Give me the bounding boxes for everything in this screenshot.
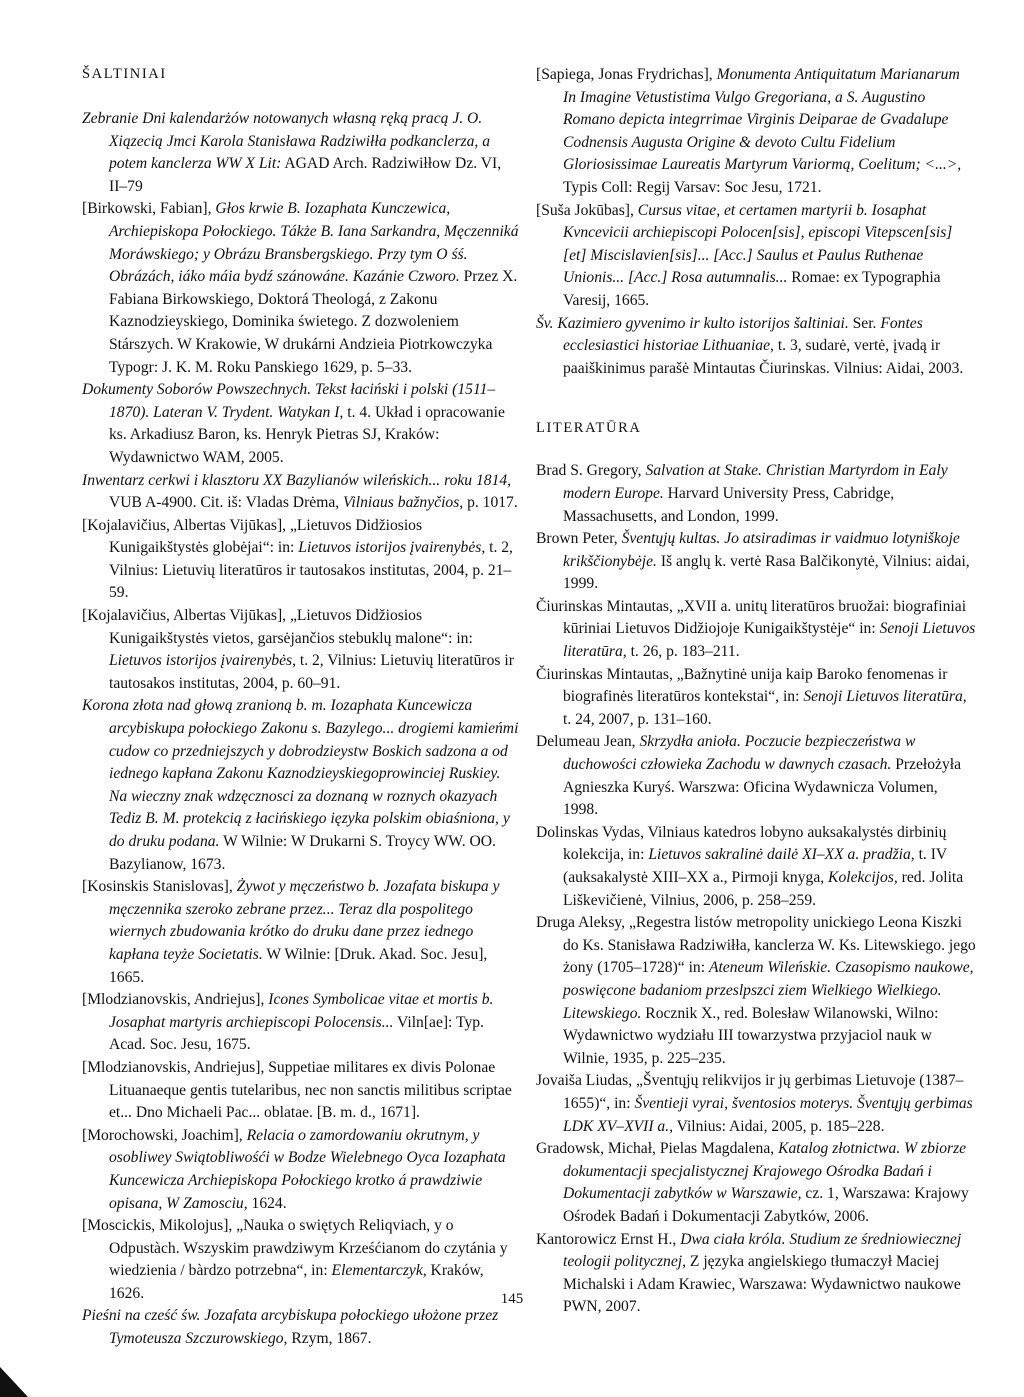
bibliography-entry bbox=[536, 200, 976, 313]
entry-text: [Morochowski, Joachim], bbox=[82, 1126, 247, 1144]
entry-text: Kraków, 1626. bbox=[109, 1262, 484, 1302]
entry-title-italic: Katalog złotnictwa. W zbiorze dokumentacji specjalistycznej Krajowego Ośrodka Badań i Dokumentacji zabytków w Warszawie, bbox=[563, 1140, 967, 1203]
bibliography-entry bbox=[82, 1125, 522, 1215]
bibliography-entry bbox=[82, 515, 522, 605]
entry-title-italic: Lietuvos sakralinė dailė XI–XX a. pradžia, bbox=[648, 846, 915, 864]
entry-title-italic: Dwa ciała króla. Studium ze średniowiecznej teologii politycznej, bbox=[563, 1230, 962, 1271]
entry-title-italic: Vilniaus bažnyčios, bbox=[343, 494, 464, 512]
bibliography-entry bbox=[82, 108, 522, 198]
entry-text: Gradowsk, Michał, Pielas Magdalena, bbox=[536, 1140, 779, 1158]
entry-title-italic: Ateneum Wileńskie. Czasopismo naukowe, poswięcone badaniom przeslpszci ziem Wielkiego Wielkiego. Litewskiego. bbox=[563, 959, 974, 1022]
page-number: 145 bbox=[500, 1291, 524, 1307]
entry-title-italic: Monumenta Antiquitatum Marianarum In Imagine Vetustistima Vulgo Gregoriana, a S. Augustino Romano depicta integrrimae Virginis Deiparae de Gvadalupe Codnensis Augusta Origine & devoto Cultu Fidelium Gloriosissimae Laureatis Martyrum Variormą, Coelitum; <...>, bbox=[563, 66, 962, 174]
entry-title-italic: Zebranie Dni kalendarżów notowanych własną ręką pracą J. O. Xiązecią Jmci Karola Stanisława Radziwiłła podkanclerza, a potem kanclerza WW X Lit: bbox=[82, 110, 491, 173]
bibliography-entry bbox=[536, 460, 976, 528]
entry-title-italic: Pieśni na cześć św. Jozafata arcybiskupa połockiego ułożone przez Tymoteusza Szczurowskiego, bbox=[82, 1307, 499, 1348]
literature-list bbox=[536, 460, 976, 1319]
entry-title-italic: Senoji Lietuvos literatūra, bbox=[803, 688, 967, 706]
entry-title-italic: Fontes ecclesiastici historiae Lithuaniae, bbox=[563, 314, 923, 355]
left-column bbox=[82, 64, 522, 1351]
corner-crop-mark bbox=[0, 1367, 28, 1397]
entry-text: red. Jolita Liškevičienė, Vilnius, 2006, p. 258–259. bbox=[563, 869, 964, 909]
bibliography-entry bbox=[536, 664, 976, 732]
entry-text: Brad S. Gregory, bbox=[536, 462, 646, 480]
entry-text: t. 4. Układ i opracowanie ks. Arkadiusz Baron, ks. Henryk Pietras SJ, Kraków: Wydawnictwo WAM, 2005. bbox=[109, 403, 505, 466]
entry-text: Jovaiša Liudas, „Šventųjų relikvijos ir jų gerbimas Lietuvoje (1387–1655)“, in: bbox=[536, 1072, 964, 1112]
entry-text: 1624. bbox=[247, 1194, 287, 1212]
entry-title-italic: Icones Symbolicae vitae et mortis b. Josaphat martyris archiepiscopi Polocensis... bbox=[109, 991, 494, 1031]
section-heading-saltiniai: ŠALTINIAI bbox=[82, 66, 167, 82]
entry-text: Vilnius: Aidai, 2005, p. 185–228. bbox=[673, 1117, 885, 1135]
bibliography-entry bbox=[536, 528, 976, 596]
entry-text: Przez X. Fabiana Birkowskiego, Doktorá Theologá, z Zakonu Kaznodzieyskiego, Dominika świetego. Z dozwoleniem Stárszych. W Krakowie, W drukárni Andzieia Piotrkowczyka Typogr: J. K. M. Roku Panskiego 1629, p. 5–33. bbox=[109, 268, 518, 376]
entry-text: t. 2, Vilnius: Lietuvių literatūros ir tautosakos institutas, 2004, p. 21–59. bbox=[109, 539, 513, 602]
entry-title-italic: Skrzydła anioła. Poczucie bezpieczeństwa w duchowości człowieka Zachodu w dawnych czasach. bbox=[563, 733, 916, 774]
entry-text: t. 24, 2007, p. 131–160. bbox=[563, 710, 712, 728]
entry-title-italic: Elementarczyk, bbox=[331, 1262, 427, 1280]
entry-text: [Mlodzianovskis, Andriejus], Suppetiae militares ex divis Polonae Lituanaeque gentis tutelaribus, nec non sanctis militibus scriptae et... Dno Michaeli Pac... oblatae. [B. m. d., 1671]. bbox=[82, 1058, 512, 1122]
entry-text: t. 3, sudarė, vertė, įvadą ir paaiškinimus parašė Mintautas Čiurinskas. Vilnius: Aidai, 2003. bbox=[563, 337, 964, 377]
bibliography-entry bbox=[536, 313, 976, 381]
entry-text: [Kojalavičius, Albertas Vijūkas], „Lietuvos Didžiosios Kunigaikštystės vietos, garsėjančios stebuklų malone“: in: bbox=[82, 607, 473, 647]
entry-title-italic: Kolekcijos, bbox=[828, 869, 898, 886]
entry-text: Ser. bbox=[848, 314, 881, 332]
bibliography-entry bbox=[82, 695, 522, 876]
entry-text: Typis Coll: Regij Varsav: Soc Jesu, 1721. bbox=[563, 178, 822, 196]
bibliography-entry bbox=[82, 605, 522, 695]
entry-title-italic: Głos krwie B. Iozaphata Kunczewica, Archiepiskopa Połockiego. Tákże B. Iana Sarkandra, Męczenniká Moráwskiego; y Obrázu Bransbergskiego. Przy tym O śś. Obrázách, iáko máia bydź szánowáne. Kazánie Czworo. bbox=[109, 200, 519, 286]
entry-text: Przełożyła Agnieszka Kuryś. Warszwa: Oficina Wydawnicza Volumen, 1998. bbox=[563, 756, 962, 819]
entry-text: Delumeau Jean, bbox=[536, 733, 640, 751]
entry-title-italic: Relacia o zamordowaniu okrutnym, y osobliwey Swiątobliwośći w Bodze Wielebnego Oyca Iozaphata Kuncewicza Archiepiskopa Połockiego krotko á prawdziwie opisana, W Zamosciu, bbox=[109, 1126, 506, 1212]
entry-text: cz. 1, Warszawa: Krajowy Ośrodek Badań i Dokumentacji Zabytków, 2006. bbox=[563, 1185, 969, 1225]
bibliography-entry bbox=[536, 596, 976, 664]
entry-text: Dolinskas Vydas, Vilniaus katedros lobyno auksakalystės dirbinių kolekcija, in: bbox=[536, 823, 947, 864]
entry-text: Brown Peter, bbox=[536, 530, 622, 548]
entry-title-italic: Lietuvos istorijos įvairenybės, bbox=[298, 539, 486, 557]
bibliography-entry bbox=[536, 822, 976, 912]
entry-text: p. 1017. bbox=[463, 494, 518, 512]
entry-title-italic: Korona złota nad głową zranioną b. m. Iozaphata Kuncewicza arcybiskupa połockiego Zakonu s. Bazylego... drogiemi kamieńmi cudow co przedniejszych y dobrodzieystw Boskich sadzona a od iednego kapłana Zakonu Kaznodzieyskiegoprowinciej Ruskiey. Na wieczny znak wdzęcznosci za doznaną w roznych okazyach Tediz B. M. protekcią z łacińskiego ięzyka polskim obiaśniona, y do druku podana. bbox=[82, 697, 519, 850]
entry-text: W Wilnie: W Drukarni S. Troycy WW. OO. Bazylianow, 1673. bbox=[109, 833, 496, 873]
sources-list bbox=[82, 108, 522, 1351]
bibliography-entry bbox=[82, 1305, 522, 1350]
entry-text: Z języka angielskiego tłumaczył Maciej Michalski i Adam Krawiec, Warszawa: Wydawnictwo naukowe PWN, 2007. bbox=[563, 1253, 961, 1316]
entry-text: [Sapiega, Jonas Frydrichas], bbox=[536, 66, 717, 83]
bibliography-entry bbox=[82, 470, 522, 515]
entry-text: t. 26, p. 183–211. bbox=[626, 643, 740, 661]
entry-text: Rocznik X., red. Bolesław Wilanowski, Wilno: Wydawnictwo wydziału III towarzystwa przyjaciol nauk w Wilnie, 1935, p. 225–235. bbox=[563, 1004, 939, 1067]
entry-text: [Birkowski, Fabian], bbox=[82, 200, 216, 218]
bibliography-entry bbox=[82, 1057, 522, 1125]
entry-text: AGAD Arch. Radziwiłłow Dz. VI, II–79 bbox=[109, 155, 502, 195]
entry-text: [Suša Jokūbas], bbox=[536, 201, 638, 219]
entry-text: Romae: ex Typographia Varesij, 1665. bbox=[563, 269, 941, 309]
entry-text: W Wilnie: [Druk. Akad. Soc. Jesu], 1665. bbox=[109, 945, 488, 986]
entry-title-italic: Dokumenty Soborów Powszechnych. Tekst łaciński i polski (1511–1870). Lateran V. Trydent. Watykan I, bbox=[82, 381, 496, 421]
entry-text: Čiurinskas Mintautas, „Bažnytinė unija kaip Baroko fenomenas ir biografinės literatūros kontekstai“, in: bbox=[536, 665, 948, 706]
entry-text: t. 2, Vilnius: Lietuvių literatūros ir tautosakos institutas, 2004, p. 60–91. bbox=[109, 652, 514, 692]
bibliography-entry bbox=[536, 64, 976, 200]
entry-title-italic: Cursus vitae, et certamen martyrii b. Iosaphat Kvncevicii archiepiscopi Polocen[sis], episcopi Vitepscen[sis] [et] Miscislavien[sis]... [Acc.] Saulus et Paulus Ruthenae Unionis... [Acc.] Rosa autumnalis... bbox=[563, 201, 953, 287]
entry-text: [Kosinskis Stanislovas], bbox=[82, 878, 237, 896]
entry-title-italic: Šv. Kazimiero gyvenimo ir kulto istorijos šaltiniai. bbox=[536, 314, 849, 332]
entry-text: Kantorowicz Ernst H., bbox=[536, 1230, 681, 1248]
section-spacer bbox=[536, 380, 976, 418]
entry-title-italic: Inwentarz cerkwi i klasztoru XX Bazylianów wileńskich... roku 1814, bbox=[82, 471, 512, 489]
entry-text: Rzym, 1867. bbox=[287, 1330, 372, 1348]
entry-text: Druga Aleksy, „Regestra listów metropolity unickiego Leona Kiszki do Ks. Stanisława Radziwiłła, kanclerza W. Ks. Litewskiego. jego żony (1705–1728)“ in: bbox=[536, 914, 976, 977]
entry-text: [Mlodzianovskis, Andriejus], bbox=[82, 991, 269, 1009]
entry-title-italic: Salvation at Stake. Christian Martyrdom in Ealy modern Europe. bbox=[563, 462, 948, 502]
entry-text: Viln[ae]: Typ. Acad. Soc. Jesu, 1675. bbox=[109, 1013, 484, 1054]
bibliography-entry bbox=[536, 1138, 976, 1228]
bibliography-entry bbox=[82, 876, 522, 989]
bibliography-entry bbox=[82, 989, 522, 1057]
entry-text: Čiurinskas Mintautas, „XVII a. unitų literatūros bruožai: biografiniai kūriniai Lietuvos Didžiojoje Kunigaikštystėje“ in: bbox=[536, 597, 967, 638]
entry-text: Iš anglų k. vertė Rasa Balčikonytė, Vilnius: aidai, 1999. bbox=[563, 552, 970, 593]
bibliography-entry bbox=[536, 731, 976, 821]
entry-text: [Kojalavičius, Albertas Vijūkas], „Lietuvos Didžiosios Kunigaikštystės globėjai“: in: bbox=[82, 516, 423, 557]
entry-text: [Moscickis, Mikolojus], „Nauka o swiętych Reliqviach, y o Odpustàch. Wszyskim prawdziwym Krześćianom do czytánia y wiedzienia / bàrdzo potrzebna“, in: bbox=[82, 1217, 508, 1280]
entry-title-italic: Šventųjų kultas. Jo atsiradimas ir vaidmuo lotyniškoje krikščionybėje. bbox=[563, 530, 960, 570]
bibliography-entry bbox=[536, 912, 976, 1070]
right-column bbox=[536, 64, 976, 1319]
entry-text: Harvard University Press, Cabridge, Massachusetts, and London, 1999. bbox=[563, 484, 895, 525]
bibliography-entry bbox=[536, 1070, 976, 1138]
entry-text: t. IV (auksakalystė XIII–XX a., Pirmoji knyga, bbox=[563, 846, 947, 886]
entry-title-italic: Żywot y męczeństwo b. Jozafata biskupa y męczennika szeroko zebrane przez... Teraz dla pospolitego wiernych zbudowania krótko do druku dane przez iednego kapłana teyże Societatis. bbox=[109, 878, 500, 963]
section-heading-literatura: LITERATŪRA bbox=[536, 420, 642, 437]
sources-list-continued bbox=[536, 64, 976, 380]
entry-text: VUB A-4900. Cit. iš: Vladas Drėma, bbox=[109, 494, 344, 512]
entry-title-italic: Šventieji vyrai, šventosios moterys. Šventųjų gerbimas LDK XV–XVII a., bbox=[563, 1094, 973, 1135]
entry-title-italic: Lietuvos istorijos įvairenybės, bbox=[109, 652, 296, 670]
bibliography-entry bbox=[82, 379, 522, 469]
entry-title-italic: Senoji Lietuvos literatūra, bbox=[563, 620, 976, 661]
bibliography-entry bbox=[82, 198, 522, 379]
